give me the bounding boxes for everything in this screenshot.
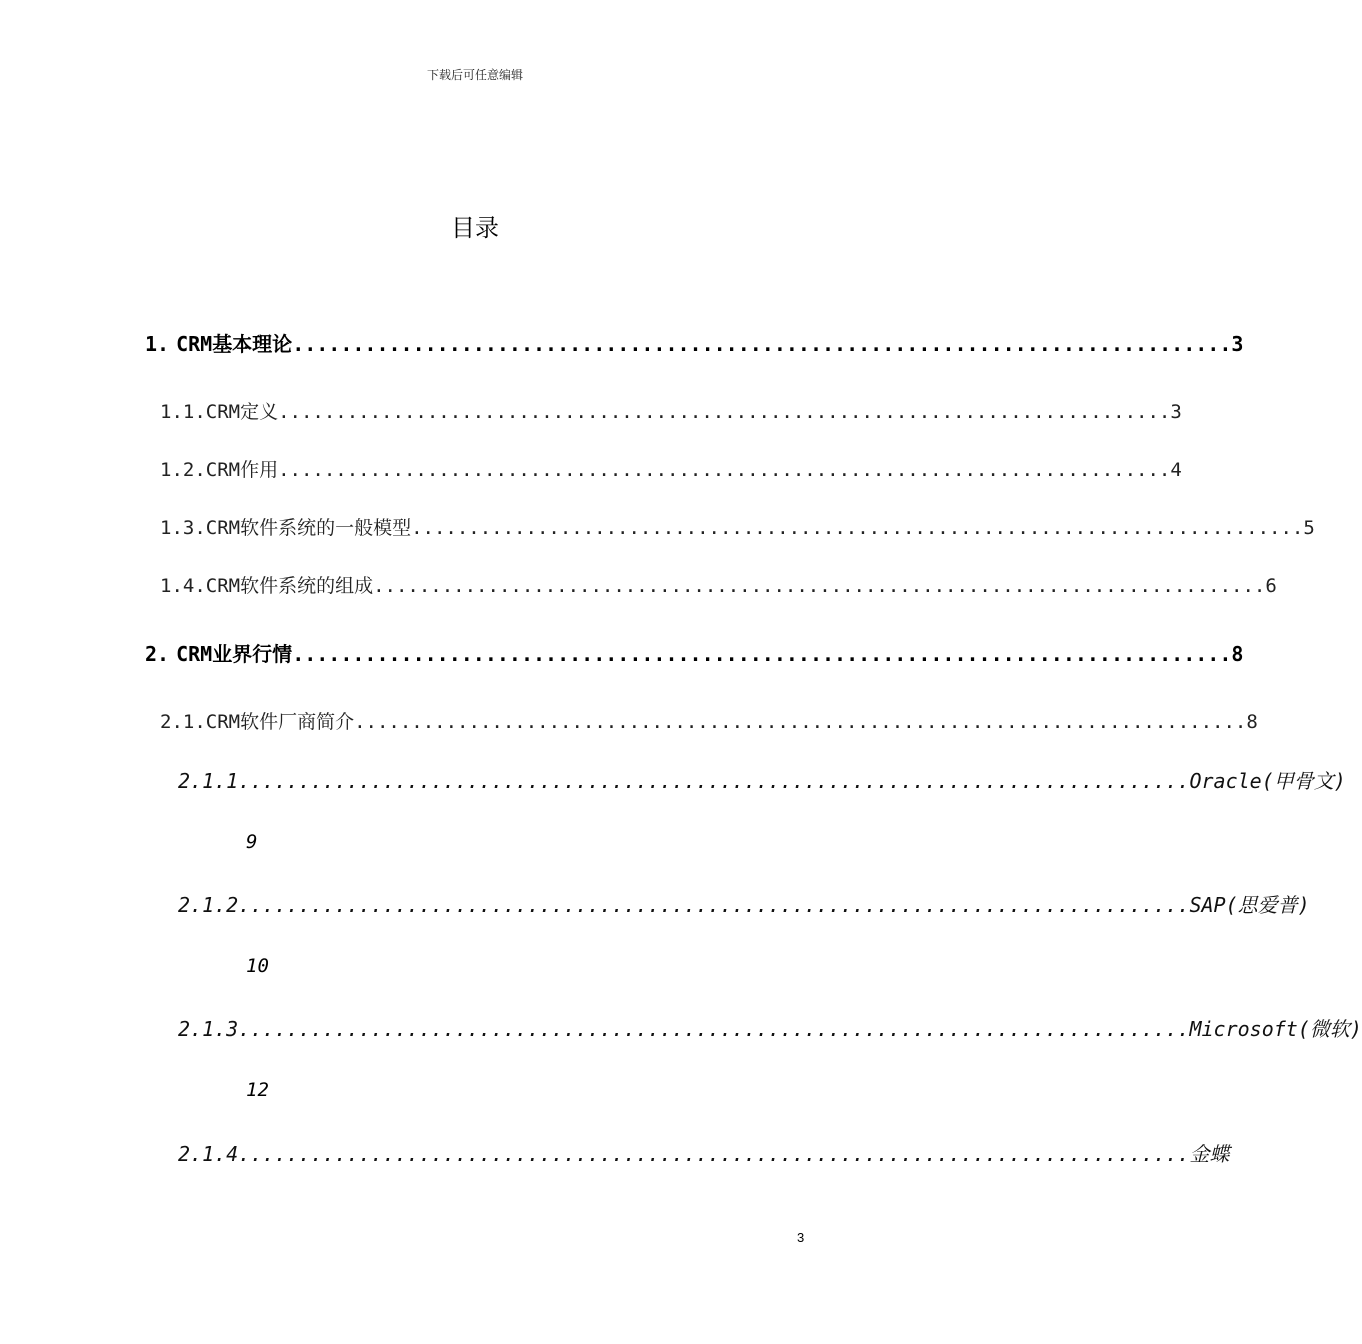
dot-leader: ..............................................................................: [250, 769, 1190, 793]
toc-title-text: 作用: [240, 459, 279, 481]
toc-entry-2-1[interactable]: [160, 707, 1258, 734]
toc-paren-close: ): [1297, 893, 1310, 917]
toc-vendor-name: SAP(: [1189, 893, 1238, 917]
toc-title-text: 基本理论: [212, 332, 293, 356]
page-number: 3: [797, 1230, 805, 1245]
toc-title-text: 定义: [240, 401, 279, 423]
toc-entry-1-3[interactable]: [160, 513, 1315, 540]
dot-leader: ..............................................................................: [373, 575, 1266, 597]
toc-acronym: CRM: [205, 401, 241, 423]
toc-page-number: 6: [1265, 575, 1277, 597]
toc-vendor-cjk: 甲骨文: [1273, 769, 1334, 793]
toc-page-number: 4: [1170, 459, 1182, 481]
toc-number: 1.4.: [160, 575, 206, 597]
toc-number: 1.2.: [160, 459, 206, 481]
toc-page-number: 8: [1231, 642, 1244, 666]
toc-entry-2-1-2[interactable]: [178, 889, 1310, 918]
dot-leader: ..............................................................................: [354, 711, 1247, 733]
toc-number: 2.1.3.: [178, 1017, 251, 1041]
dot-leader: ..............................................................................: [250, 893, 1190, 917]
dot-leader: ..............................................................................: [278, 401, 1171, 423]
toc-page-number: 12: [246, 1079, 269, 1101]
toc-vendor-cjk: 微软: [1309, 1017, 1350, 1041]
toc-acronym: CRM: [176, 332, 213, 356]
toc-entry-1-4[interactable]: [160, 571, 1277, 598]
toc-entry-1-2[interactable]: [160, 455, 1182, 482]
toc-entry-1[interactable]: [145, 328, 1244, 357]
dot-leader: ..............................................................................: [278, 459, 1171, 481]
toc-acronym: CRM: [205, 459, 241, 481]
toc-title: 目录: [451, 214, 499, 242]
toc-acronym: CRM: [205, 711, 241, 733]
page-header-note: 下载后可任意编辑: [426, 68, 523, 82]
toc-number: 2.1.: [160, 711, 206, 733]
dot-leader: ..............................................................................: [411, 517, 1304, 539]
toc-acronym: CRM: [205, 575, 241, 597]
toc-number: 2.1.2.: [178, 893, 251, 917]
toc-vendor-cjk: 金蝶: [1189, 1142, 1230, 1166]
toc-page-number: 10: [246, 955, 269, 977]
toc-vendor-name: Microsoft(: [1189, 1017, 1310, 1041]
toc-page-number: 3: [1231, 332, 1244, 356]
toc-title-text: 软件厂商简介: [240, 711, 355, 733]
toc-title-text: 软件系统的一般模型: [240, 517, 412, 539]
toc-paren-close: ): [1333, 769, 1346, 793]
toc-paren-close: ): [1349, 1017, 1362, 1041]
dot-leader: ..............................................................................: [292, 332, 1232, 356]
toc-acronym: CRM: [205, 517, 241, 539]
toc-number: 1.: [145, 332, 170, 356]
toc-page-number: 5: [1303, 517, 1315, 539]
toc-number: 1.1.: [160, 401, 206, 423]
toc-entry-2-1-4[interactable]: [178, 1138, 1230, 1167]
toc-page-number: 9: [246, 831, 258, 853]
toc-number: 2.1.1.: [178, 769, 251, 793]
toc-entry-2-1-3[interactable]: [178, 1013, 1362, 1042]
dot-leader: ..............................................................................: [250, 1017, 1190, 1041]
toc-number: 1.3.: [160, 517, 206, 539]
toc-entry-1-1[interactable]: [160, 397, 1182, 424]
toc-page-number: 8: [1246, 711, 1258, 733]
toc-entry-2-1-1[interactable]: [178, 765, 1346, 794]
toc-number: 2.1.4.: [178, 1142, 251, 1166]
toc-vendor-name: Oracle(: [1189, 769, 1274, 793]
toc-vendor-cjk: 思爱普: [1237, 893, 1298, 917]
toc-acronym: CRM: [176, 642, 213, 666]
dot-leader: ..............................................................................: [250, 1142, 1190, 1166]
dot-leader: ..............................................................................: [292, 642, 1232, 666]
toc-title-text: 业界行情: [212, 642, 293, 666]
toc-number: 2.: [145, 642, 170, 666]
toc-entry-2[interactable]: [145, 638, 1244, 667]
toc-title-text: 软件系统的组成: [240, 575, 374, 597]
toc-page-number: 3: [1170, 401, 1182, 423]
